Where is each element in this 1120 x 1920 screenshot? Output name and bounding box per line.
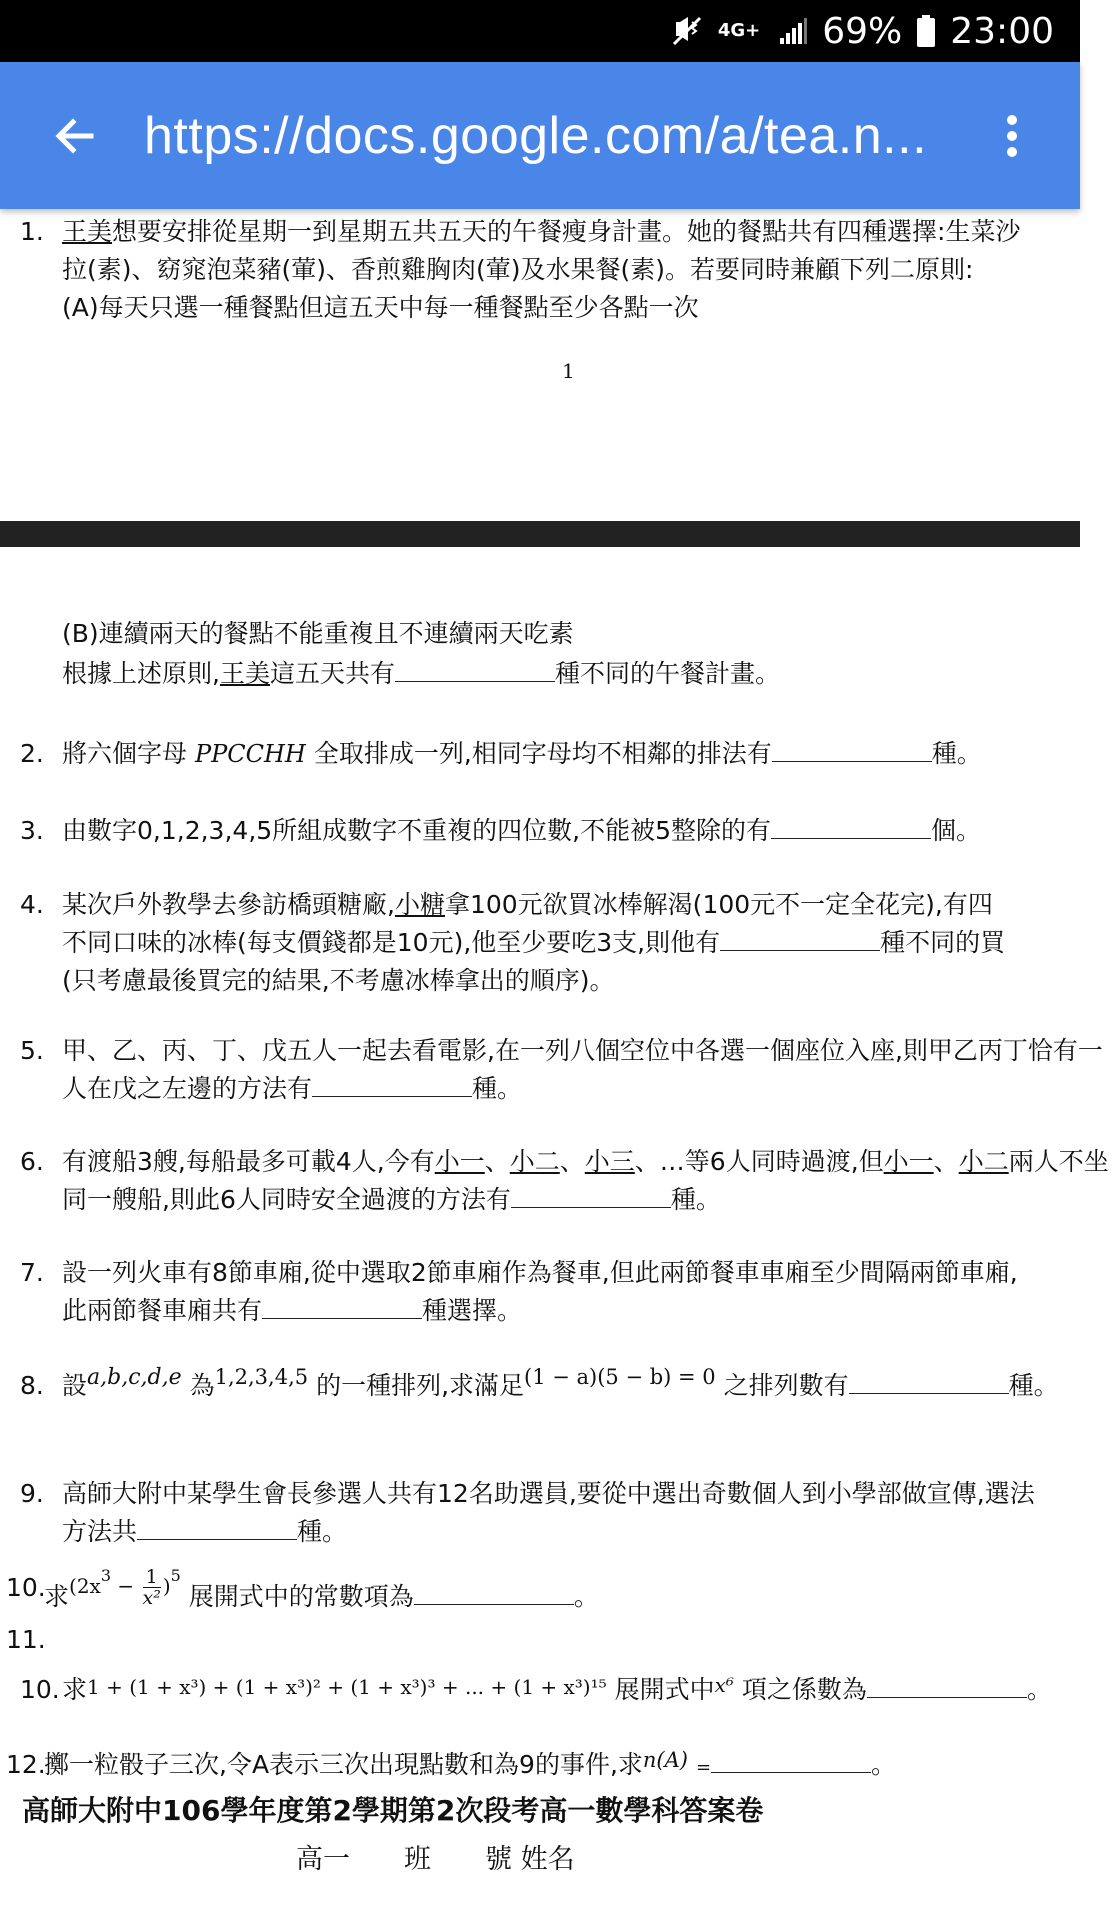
answer-blank [849,1367,1009,1394]
q12-math: n(A) [642,1748,688,1772]
person-name: 小二 [958,1147,1009,1176]
q12-eq: = [695,1757,712,1778]
q2-c: 種。 [931,739,982,768]
math-exponent: 5 [170,1566,181,1585]
question-number: 10. [20,1675,60,1704]
q4-line2 [62,924,1005,962]
q7-line1: 設一列火車有8節車廂,從中選取2節車廂作為餐車,但此兩節餐車車廂至少間隔兩節車廂, [62,1258,1018,1287]
q10-math [69,1566,181,1609]
question-number: 2. [20,739,44,768]
q10-c: 。 [573,1582,599,1611]
url-text[interactable]: https://docs.google.com/a/tea.n... [144,106,928,165]
q1-line5 [62,655,780,693]
q1-line4: (B)連續兩天的餐點不能重複且不連續兩天吃素 [62,619,574,648]
person-name: 小三 [584,1147,635,1176]
question-number: 9. [20,1479,44,1508]
overflow-menu-button[interactable] [982,62,1042,209]
signal-icon [778,16,808,46]
document-viewer[interactable] [0,209,1109,1920]
q4-l1b: 拿100元欲買冰棒解渴(100元不一定全花完),有四 [444,890,993,919]
math-part: ) [162,1574,171,1598]
q7-line2 [62,1292,522,1330]
q2-a: 將六個字母 [62,739,188,768]
math-part: (2x [69,1574,101,1598]
q12-line [44,1746,896,1787]
q1-line5-a: 根據上述原則, [62,659,220,688]
q8-d: 之排列數有 [723,1371,849,1400]
q1-line5-b: 這五天共有 [269,659,395,688]
q10-line [44,1566,599,1620]
q7-l2b: 種選擇。 [422,1296,523,1325]
student-name: 小糖 [394,890,445,919]
browser-app-bar [0,62,1080,209]
q12-c: 。 [871,1750,897,1779]
q10b-c: 項之係數為 [741,1675,867,1704]
question-10 [0,1566,1120,1629]
q2-math: PPCCHH [194,740,306,768]
page-1 [0,209,1080,521]
clock: 23:00 [950,10,1054,52]
q8-c: 的一種排列,求滿足 [316,1371,525,1400]
answer-blank [414,1578,574,1605]
q5-l2b: 種。 [472,1074,523,1103]
fraction-numerator: 1 [143,1567,161,1588]
person-name: 小一 [434,1147,485,1176]
battery-icon [916,14,936,48]
math-exponent: 3 [100,1566,112,1585]
q6-l2b: 種。 [670,1185,721,1214]
separator: 、 [559,1147,585,1176]
back-button[interactable] [20,62,130,209]
answer-blank [771,812,931,839]
answer-blank [395,655,555,682]
person-name: 小二 [509,1147,560,1176]
network-type: 4G+ [717,20,761,41]
q1-line2: 拉(素)、窈窕泡菜豬(葷)、香煎雞胸肉(葷)及水果餐(素)。若要同時兼顧下列二原則: [62,255,974,284]
q1-line3: (A)每天只選一種餐點但這五天中每一種餐點至少各點一次 [62,293,699,322]
separator: 、 [933,1147,959,1176]
answer-sheet-title: 高師大附中106學年度第2學期第2次段考高一數學科答案卷 [22,1794,764,1827]
q8-math-nums: 1,2,3,4,5 [214,1365,309,1389]
q5-l2a: 人在戊之左邊的方法有 [62,1074,313,1103]
question-number: 12. [6,1750,46,1779]
question-number: 11. [6,1625,46,1654]
q8-line [62,1367,1059,1407]
q3-line [62,812,981,850]
question-number: 6. [20,1147,44,1176]
q2-b: 全取排成一列,相同字母均不相鄰的排法有 [313,739,772,768]
q3-a: 由數字0,1,2,3,4,5所組成數字不重複的四位數,不能被5整除的有 [62,816,772,845]
answer-sheet-fields: 高一 班 號 姓名 [296,1844,575,1875]
battery-percent: 69% [822,10,903,52]
q4-line3: (只考慮最後買完的結果,不考慮冰棒拿出的順序)。 [62,966,615,995]
q6-line1 [62,1143,1109,1181]
question-number: 4. [20,890,44,919]
answer-blank [312,1070,472,1097]
q1-line1-text: 想要安排從星期一到星期五共五天的午餐瘦身計畫。她的餐點共有四種選擇:生菜沙 [112,217,1021,246]
status-bar [0,0,1080,62]
q4-line1 [62,886,993,924]
answer-blank [711,1746,871,1773]
question-number: 8. [20,1371,44,1400]
q10b-a: 求 [62,1675,88,1704]
student-name: 王美 [62,217,113,246]
question-number: 7. [20,1258,44,1287]
page-2 [0,547,1109,1920]
fraction-denominator: x² [142,1587,161,1609]
q4-l2b: 種不同的買 [880,928,1006,957]
q6-line2 [62,1181,721,1219]
q3-c: 個。 [931,816,982,845]
answer-blank [772,735,932,762]
q9-l2b: 種。 [297,1517,348,1546]
q9-line1: 高師大附中某學生會長參選人共有12名助選員,要從中選出奇數個人到小學部做宣傳,選法 [62,1479,1035,1508]
question-number: 10. [6,1573,46,1602]
q6-l1b: 、…等6人同時過渡,但 [634,1147,884,1176]
q6-l1a: 有渡船3艘,每船最多可載4人,今有 [62,1147,435,1176]
q10b-b: 展開式中 [614,1675,715,1704]
q9-l2a: 方法共 [62,1517,138,1546]
separator: 、 [484,1147,510,1176]
q10b-line [62,1671,1052,1710]
answer-blank [720,924,880,951]
q1-line5-c: 種不同的午餐計畫。 [554,659,780,688]
q10b-math2: x⁶ [714,1673,734,1697]
page-number: 1 [562,359,575,383]
answer-blank [867,1671,1027,1698]
answer-blank [511,1181,671,1208]
q8-e: 種。 [1008,1371,1059,1400]
q12-a: 擲一粒骰子三次,令A表示三次出現點數和為9的事件,求 [44,1750,643,1779]
q5-line2 [62,1070,522,1108]
q1-line1 [62,213,1020,251]
q2-line [62,735,982,773]
math-part: − [111,1574,141,1598]
q6-l2a: 同一艘船,則此6人同時安全過渡的方法有 [62,1185,511,1214]
person-name: 小一 [883,1147,934,1176]
page-separator [0,521,1080,547]
q10b-d: 。 [1026,1675,1052,1704]
arrow-left-icon [51,112,99,160]
q9-line2 [62,1513,347,1551]
student-name: 王美 [219,659,270,688]
q8-math-eq: (1 − a)(5 − b) = 0 [524,1365,716,1389]
fraction [143,1567,161,1608]
q10b-math: 1 + (1 + x³) + (1 + x³)² + (1 + x³)³ + ... + (1 + x³)¹⁵ [87,1675,607,1699]
q10-a: 求 [44,1582,70,1611]
question-number: 3. [20,816,44,845]
q10-b: 展開式中的常數項為 [188,1582,414,1611]
q8-b: 為 [189,1371,215,1400]
q7-l2a: 此兩節餐車廂共有 [62,1296,263,1325]
answer-blank [262,1292,422,1319]
q4-l1a: 某次戶外教學去參訪橋頭糖廠, [62,890,395,919]
more-vert-icon [1004,112,1020,160]
answer-blank [137,1513,297,1540]
q8-a: 設 [62,1371,88,1400]
q6-l1c: 兩人不坐 [1008,1147,1109,1176]
q4-l2a: 不同口味的冰棒(每支價錢都是10元),他至少要吃3支,則他有 [62,928,721,957]
question-number: 1. [20,217,44,246]
q8-math-vars: a,b,c,d,e [87,1365,182,1390]
network-indicator [718,22,764,40]
question-number: 5. [20,1036,44,1065]
q5-line1: 甲、乙、丙、丁、戊五人一起去看電影,在一列八個空位中各選一個座位入座,則甲乙丙丁恰有一 [62,1036,1103,1065]
mute-vibrate-icon [670,14,704,48]
